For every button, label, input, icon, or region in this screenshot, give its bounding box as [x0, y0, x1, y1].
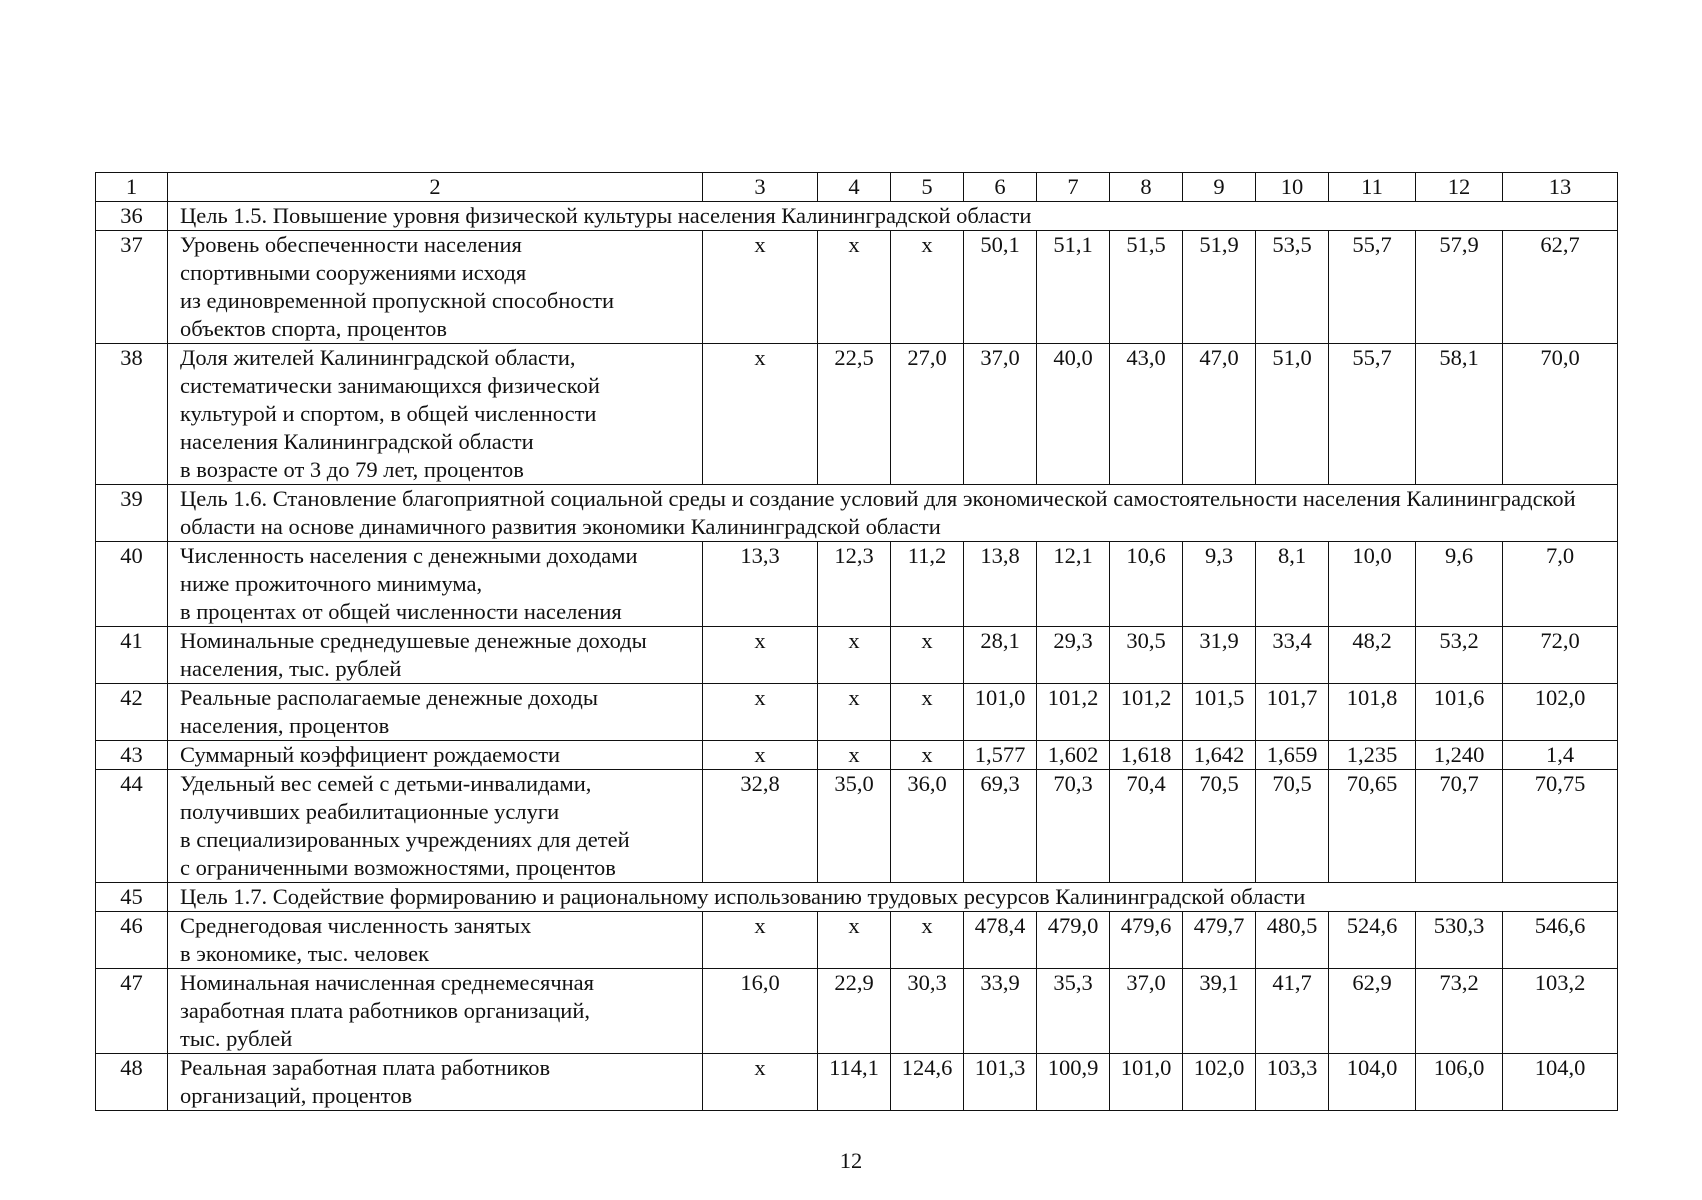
description-line: тыс. рублей	[180, 1026, 293, 1051]
value-cell: 53,5	[1256, 231, 1329, 344]
indicator-row	[96, 627, 1618, 684]
value-cell: х	[703, 1054, 818, 1111]
value-cell: 48,2	[1329, 627, 1416, 684]
value-cell: 33,9	[964, 969, 1037, 1054]
value-cell: 1,235	[1329, 741, 1416, 770]
description-line: получивших реабилитационные услуги	[180, 799, 560, 824]
description-line: Среднегодовая численность занятых	[180, 913, 532, 938]
value-cell: 1,618	[1110, 741, 1183, 770]
description-line: Реальные располагаемые денежные доходы	[180, 685, 598, 710]
value-cell: 58,1	[1416, 344, 1503, 485]
value-cell: 1,642	[1183, 741, 1256, 770]
row-number: 43	[96, 741, 168, 770]
value-cell: 70,75	[1503, 770, 1618, 883]
value-cell: 36,0	[891, 770, 964, 883]
value-cell: х	[818, 231, 891, 344]
value-cell: 530,3	[1416, 912, 1503, 969]
value-cell: х	[891, 231, 964, 344]
value-cell: 39,1	[1183, 969, 1256, 1054]
value-cell: 47,0	[1183, 344, 1256, 485]
value-cell: х	[703, 912, 818, 969]
indicator-row	[96, 542, 1618, 627]
value-cell: 478,4	[964, 912, 1037, 969]
value-cell: 37,0	[1110, 969, 1183, 1054]
column-number-cell: 6	[964, 173, 1037, 202]
value-cell: 62,7	[1503, 231, 1618, 344]
value-cell: 104,0	[1329, 1054, 1416, 1111]
row-number: 47	[96, 969, 168, 1054]
description-line: организаций, процентов	[180, 1083, 413, 1108]
indicator-row	[96, 912, 1618, 969]
description-line: ниже прожиточного минимума,	[180, 571, 483, 596]
goal-row	[96, 883, 1618, 912]
value-cell: 546,6	[1503, 912, 1618, 969]
value-cell: 104,0	[1503, 1054, 1618, 1111]
column-number-cell: 13	[1503, 173, 1618, 202]
column-number-cell: 10	[1256, 173, 1329, 202]
column-number-cell: 4	[818, 173, 891, 202]
value-cell: 524,6	[1329, 912, 1416, 969]
value-cell: 102,0	[1503, 684, 1618, 741]
row-number: 38	[96, 344, 168, 485]
description-line: Уровень обеспеченности населения	[180, 232, 522, 257]
row-number: 48	[96, 1054, 168, 1111]
value-cell: 103,2	[1503, 969, 1618, 1054]
value-cell: 62,9	[1329, 969, 1416, 1054]
description-line: в процентах от общей численности населения	[180, 599, 622, 624]
indicators-table	[95, 172, 1618, 1111]
row-number: 41	[96, 627, 168, 684]
value-cell: х	[703, 344, 818, 485]
value-cell: 70,5	[1183, 770, 1256, 883]
value-cell: 11,2	[891, 542, 964, 627]
indicator-description	[168, 344, 703, 485]
indicator-description	[168, 1054, 703, 1111]
description-line: объектов спорта, процентов	[180, 316, 448, 341]
column-number-cell: 9	[1183, 173, 1256, 202]
row-number: 37	[96, 231, 168, 344]
value-cell: х	[891, 912, 964, 969]
description-line: населения Калининградской области	[180, 429, 534, 454]
value-cell: 12,3	[818, 542, 891, 627]
value-cell: 32,8	[703, 770, 818, 883]
value-cell: х	[703, 741, 818, 770]
value-cell: 51,0	[1256, 344, 1329, 485]
indicator-description	[168, 542, 703, 627]
value-cell: 51,9	[1183, 231, 1256, 344]
goal-row	[96, 485, 1618, 542]
table-body	[96, 173, 1618, 1111]
value-cell: 41,7	[1256, 969, 1329, 1054]
row-number: 36	[96, 202, 168, 231]
row-number: 40	[96, 542, 168, 627]
description-line: из единовременной пропускной способности	[180, 288, 615, 313]
description-line: Доля жителей Калининградской области,	[180, 345, 576, 370]
value-cell: 53,2	[1416, 627, 1503, 684]
value-cell: 1,659	[1256, 741, 1329, 770]
value-cell: 70,0	[1503, 344, 1618, 485]
value-cell: 16,0	[703, 969, 818, 1054]
value-cell: х	[891, 684, 964, 741]
value-cell: х	[891, 627, 964, 684]
value-cell: 70,65	[1329, 770, 1416, 883]
value-cell: 103,3	[1256, 1054, 1329, 1111]
value-cell: 114,1	[818, 1054, 891, 1111]
value-cell: 101,7	[1256, 684, 1329, 741]
value-cell: 13,3	[703, 542, 818, 627]
indicator-row	[96, 344, 1618, 485]
value-cell: х	[818, 684, 891, 741]
indicator-row	[96, 741, 1618, 770]
value-cell: 50,1	[964, 231, 1037, 344]
description-line: населения, тыс. рублей	[180, 656, 402, 681]
value-cell: 101,8	[1329, 684, 1416, 741]
description-line: Номинальная начисленная среднемесячная	[180, 970, 595, 995]
value-cell: 9,3	[1183, 542, 1256, 627]
value-cell: х	[818, 627, 891, 684]
description-line: населения, процентов	[180, 713, 390, 738]
value-cell: 35,3	[1037, 969, 1110, 1054]
row-number: 39	[96, 485, 168, 542]
value-cell: 124,6	[891, 1054, 964, 1111]
value-cell: 101,6	[1416, 684, 1503, 741]
value-cell: 10,6	[1110, 542, 1183, 627]
description-line: с ограниченными возможностями, процентов	[180, 855, 616, 880]
value-cell: 101,2	[1110, 684, 1183, 741]
column-number-cell: 12	[1416, 173, 1503, 202]
value-cell: х	[818, 741, 891, 770]
value-cell: 106,0	[1416, 1054, 1503, 1111]
value-cell: 70,3	[1037, 770, 1110, 883]
value-cell: 102,0	[1183, 1054, 1256, 1111]
value-cell: 101,3	[964, 1054, 1037, 1111]
value-cell: 101,0	[964, 684, 1037, 741]
value-cell: 27,0	[891, 344, 964, 485]
description-line: в специализированных учреждениях для детей	[180, 827, 630, 852]
value-cell: 72,0	[1503, 627, 1618, 684]
indicator-description	[168, 770, 703, 883]
goal-row	[96, 202, 1618, 231]
value-cell: х	[703, 627, 818, 684]
column-number-row	[96, 173, 1618, 202]
value-cell: х	[818, 912, 891, 969]
column-number-cell: 11	[1329, 173, 1416, 202]
goal-text: Цель 1.7. Содействие формированию и рациональному использованию трудовых ресурсов Калининградской области	[168, 883, 1618, 912]
value-cell: 37,0	[964, 344, 1037, 485]
value-cell: 1,4	[1503, 741, 1618, 770]
goal-text: Цель 1.6. Становление благоприятной социальной среды и создание условий для экономической самостоятельности населения Калининградской области на основе динамичного развития экономики Калининградской области	[168, 485, 1618, 542]
description-line: Удельный вес семей с детьми-инвалидами,	[180, 771, 592, 796]
description-line: Суммарный коэффициент рождаемости	[180, 742, 561, 767]
value-cell: 480,5	[1256, 912, 1329, 969]
value-cell: 31,9	[1183, 627, 1256, 684]
value-cell: 29,3	[1037, 627, 1110, 684]
indicator-row	[96, 231, 1618, 344]
column-number-cell: 8	[1110, 173, 1183, 202]
value-cell: 55,7	[1329, 231, 1416, 344]
value-cell: 22,9	[818, 969, 891, 1054]
description-line: Численность населения с денежными доходами	[180, 543, 638, 568]
indicator-description	[168, 684, 703, 741]
value-cell: 70,4	[1110, 770, 1183, 883]
value-cell: 22,5	[818, 344, 891, 485]
value-cell: 35,0	[818, 770, 891, 883]
column-number-cell: 1	[96, 173, 168, 202]
goal-text: Цель 1.5. Повышение уровня физической культуры населения Калининградской области	[168, 202, 1618, 231]
value-cell: 10,0	[1329, 542, 1416, 627]
description-line: заработная плата работников организаций,	[180, 998, 590, 1023]
value-cell: х	[891, 741, 964, 770]
row-number: 45	[96, 883, 168, 912]
indicator-row	[96, 770, 1618, 883]
value-cell: х	[703, 684, 818, 741]
column-number-cell: 2	[168, 173, 703, 202]
value-cell: 51,5	[1110, 231, 1183, 344]
indicator-description	[168, 741, 703, 770]
value-cell: 101,0	[1110, 1054, 1183, 1111]
column-number-cell: 7	[1037, 173, 1110, 202]
page-number: 12	[839, 1148, 863, 1173]
value-cell: 70,5	[1256, 770, 1329, 883]
description-line: в экономике, тыс. человек	[180, 941, 430, 966]
column-number-cell: 5	[891, 173, 964, 202]
description-line: систематически занимающихся физической	[180, 373, 600, 398]
description-line: спортивными сооружениями исходя	[180, 260, 527, 285]
indicator-row	[96, 684, 1618, 741]
indicator-description	[168, 969, 703, 1054]
row-number: 44	[96, 770, 168, 883]
value-cell: 9,6	[1416, 542, 1503, 627]
indicator-description	[168, 912, 703, 969]
value-cell: 40,0	[1037, 344, 1110, 485]
value-cell: 1,602	[1037, 741, 1110, 770]
value-cell: 55,7	[1329, 344, 1416, 485]
row-number: 46	[96, 912, 168, 969]
value-cell: 101,2	[1037, 684, 1110, 741]
indicator-description	[168, 231, 703, 344]
column-number-cell: 3	[703, 173, 818, 202]
description-line: Реальная заработная плата работников	[180, 1055, 551, 1080]
value-cell: 1,577	[964, 741, 1037, 770]
value-cell: 7,0	[1503, 542, 1618, 627]
indicator-row	[96, 969, 1618, 1054]
value-cell: 43,0	[1110, 344, 1183, 485]
value-cell: х	[703, 231, 818, 344]
value-cell: 101,5	[1183, 684, 1256, 741]
value-cell: 479,0	[1037, 912, 1110, 969]
value-cell: 28,1	[964, 627, 1037, 684]
value-cell: 30,5	[1110, 627, 1183, 684]
value-cell: 13,8	[964, 542, 1037, 627]
indicator-row	[96, 1054, 1618, 1111]
value-cell: 479,6	[1110, 912, 1183, 969]
value-cell: 57,9	[1416, 231, 1503, 344]
value-cell: 33,4	[1256, 627, 1329, 684]
description-line: культурой и спортом, в общей численности	[180, 401, 597, 426]
value-cell: 8,1	[1256, 542, 1329, 627]
indicator-description	[168, 627, 703, 684]
value-cell: 51,1	[1037, 231, 1110, 344]
value-cell: 1,240	[1416, 741, 1503, 770]
row-number: 42	[96, 684, 168, 741]
value-cell: 100,9	[1037, 1054, 1110, 1111]
value-cell: 30,3	[891, 969, 964, 1054]
value-cell: 70,7	[1416, 770, 1503, 883]
value-cell: 479,7	[1183, 912, 1256, 969]
value-cell: 12,1	[1037, 542, 1110, 627]
description-line: Номинальные среднедушевые денежные доходы	[180, 628, 647, 653]
value-cell: 73,2	[1416, 969, 1503, 1054]
description-line: в возрасте от 3 до 79 лет, процентов	[180, 457, 524, 482]
value-cell: 69,3	[964, 770, 1037, 883]
